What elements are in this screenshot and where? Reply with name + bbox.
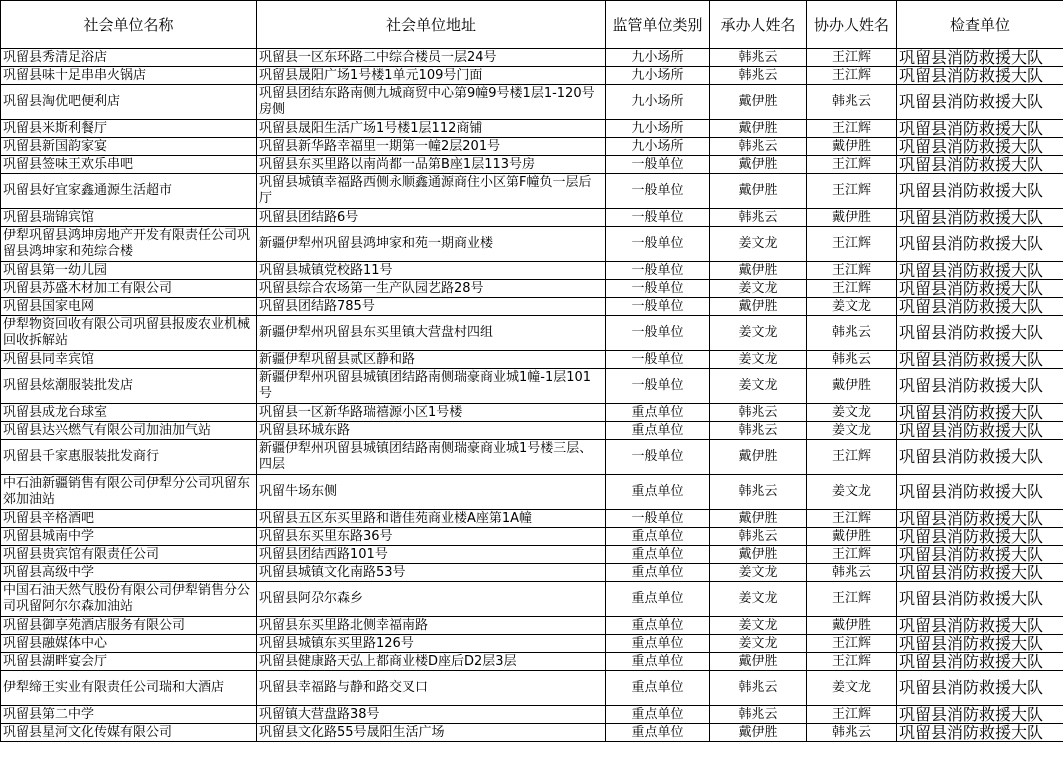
assistant-cell: 王江辉	[807, 546, 897, 564]
category-cell: 一般单位	[606, 369, 710, 404]
inspection-unit-cell: 巩留县消防救援大队	[897, 156, 1063, 174]
category-cell: 重点单位	[606, 475, 710, 510]
assistant-cell: 韩兆云	[807, 564, 897, 582]
unit-name-cell: 巩留县御享苑酒店服务有限公司	[1, 617, 257, 635]
inspection-unit-cell: 巩留县消防救援大队	[897, 49, 1063, 67]
unit-name-cell: 巩留县融媒体中心	[1, 635, 257, 653]
category-cell: 一般单位	[606, 280, 710, 298]
assistant-cell: 王江辉	[807, 156, 897, 174]
header-inspection-unit: 检查单位	[897, 1, 1063, 49]
handler-cell: 韩兆云	[710, 49, 807, 67]
unit-address-cell: 巩留县东买里东路36号	[257, 528, 606, 546]
table-row	[1, 706, 1063, 724]
handler-cell: 姜文龙	[710, 316, 807, 351]
table-row	[1, 510, 1063, 528]
unit-name-cell: 巩留县签味王欢乐串吧	[1, 156, 257, 174]
inspection-unit-cell: 巩留县消防救援大队	[897, 528, 1063, 546]
unit-address-cell: 巩留县文化路55号晟阳生活广场	[257, 724, 606, 742]
unit-address-cell: 巩留县团结西路101号	[257, 546, 606, 564]
handler-cell: 戴伊胜	[710, 174, 807, 209]
table-row	[1, 351, 1063, 369]
unit-name-cell: 伊犁物资回收有限公司巩留县报废农业机械回收拆解站	[1, 316, 257, 351]
table-row	[1, 49, 1063, 67]
handler-cell: 戴伊胜	[710, 653, 807, 671]
unit-address-cell: 新疆伊犁州巩留县鸿坤家和苑一期商业楼	[257, 227, 606, 262]
assistant-cell: 戴伊胜	[807, 617, 897, 635]
handler-cell: 姜文龙	[710, 351, 807, 369]
header-unit-name: 社会单位名称	[1, 1, 257, 49]
unit-address-cell: 巩留县晟阳生活广场1号楼1层112商铺	[257, 120, 606, 138]
handler-cell: 韩兆云	[710, 671, 807, 706]
inspection-unit-cell: 巩留县消防救援大队	[897, 422, 1063, 440]
unit-address-cell: 巩留县城镇文化南路53号	[257, 564, 606, 582]
unit-address-cell: 巩留县城镇党校路11号	[257, 262, 606, 280]
unit-address-cell: 巩留县团结东路南侧九城商贸中心第9幢9号楼1层1-120号房侧	[257, 85, 606, 120]
table-row	[1, 653, 1063, 671]
table-row	[1, 404, 1063, 422]
category-cell: 九小场所	[606, 67, 710, 85]
table-row	[1, 227, 1063, 262]
unit-name-cell: 巩留县第一幼儿园	[1, 262, 257, 280]
assistant-cell: 王江辉	[807, 227, 897, 262]
unit-address-cell: 巩留县东买里路北侧幸福南路	[257, 617, 606, 635]
table-row	[1, 209, 1063, 227]
assistant-cell: 王江辉	[807, 120, 897, 138]
table-row	[1, 120, 1063, 138]
unit-address-cell: 巩留县团结路6号	[257, 209, 606, 227]
unit-address-cell: 巩留镇大营盘路38号	[257, 706, 606, 724]
category-cell: 一般单位	[606, 156, 710, 174]
inspection-unit-cell: 巩留县消防救援大队	[897, 404, 1063, 422]
assistant-cell: 王江辉	[807, 174, 897, 209]
header-assistant: 协办人姓名	[807, 1, 897, 49]
assistant-cell: 王江辉	[807, 653, 897, 671]
category-cell: 一般单位	[606, 298, 710, 316]
category-cell: 一般单位	[606, 227, 710, 262]
inspection-unit-cell: 巩留县消防救援大队	[897, 635, 1063, 653]
handler-cell: 姜文龙	[710, 227, 807, 262]
unit-address-cell: 巩留县阿尕尔森乡	[257, 582, 606, 617]
handler-cell: 韩兆云	[710, 422, 807, 440]
handler-cell: 戴伊胜	[710, 120, 807, 138]
table-row	[1, 85, 1063, 120]
handler-cell: 韩兆云	[710, 404, 807, 422]
unit-address-cell: 巩留县一区新华路瑞禧源小区1号楼	[257, 404, 606, 422]
table-row	[1, 156, 1063, 174]
table-row	[1, 174, 1063, 209]
category-cell: 重点单位	[606, 671, 710, 706]
handler-cell: 韩兆云	[710, 528, 807, 546]
handler-cell: 姜文龙	[710, 635, 807, 653]
unit-name-cell: 巩留县国家电网	[1, 298, 257, 316]
table-row	[1, 635, 1063, 653]
unit-address-cell: 巩留县城镇东买里路126号	[257, 635, 606, 653]
unit-name-cell: 巩留县贵宾馆有限责任公司	[1, 546, 257, 564]
inspection-unit-cell: 巩留县消防救援大队	[897, 138, 1063, 156]
category-cell: 一般单位	[606, 262, 710, 280]
handler-cell: 韩兆云	[710, 67, 807, 85]
unit-name-cell: 巩留县第二中学	[1, 706, 257, 724]
category-cell: 重点单位	[606, 653, 710, 671]
inspection-unit-cell: 巩留县消防救援大队	[897, 440, 1063, 475]
assistant-cell: 王江辉	[807, 280, 897, 298]
inspection-unit-cell: 巩留县消防救援大队	[897, 653, 1063, 671]
assistant-cell: 戴伊胜	[807, 369, 897, 404]
assistant-cell: 姜文龙	[807, 671, 897, 706]
assistant-cell: 姜文龙	[807, 298, 897, 316]
unit-address-cell: 巩留县综合农场第一生产队园艺路28号	[257, 280, 606, 298]
assistant-cell: 王江辉	[807, 440, 897, 475]
table-row	[1, 440, 1063, 475]
header-handler: 承办人姓名	[710, 1, 807, 49]
handler-cell: 韩兆云	[710, 138, 807, 156]
unit-address-cell: 巩留县新华路幸福里一期第一幢2层201号	[257, 138, 606, 156]
category-cell: 重点单位	[606, 706, 710, 724]
inspection-unit-cell: 巩留县消防救援大队	[897, 174, 1063, 209]
inspection-unit-cell: 巩留县消防救援大队	[897, 671, 1063, 706]
unit-name-cell: 巩留县味十足串串火锅店	[1, 67, 257, 85]
unit-name-cell: 巩留县星河文化传媒有限公司	[1, 724, 257, 742]
table-row	[1, 582, 1063, 617]
unit-name-cell: 巩留县成龙台球室	[1, 404, 257, 422]
handler-cell: 戴伊胜	[710, 440, 807, 475]
category-cell: 一般单位	[606, 510, 710, 528]
handler-cell: 戴伊胜	[710, 298, 807, 316]
assistant-cell: 戴伊胜	[807, 138, 897, 156]
category-cell: 九小场所	[606, 120, 710, 138]
unit-name-cell: 巩留县达兴燃气有限公司加油加气站	[1, 422, 257, 440]
table-header-row	[1, 1, 1063, 49]
unit-name-cell: 巩留县城南中学	[1, 528, 257, 546]
unit-address-cell: 巩留县环城东路	[257, 422, 606, 440]
inspection-unit-cell: 巩留县消防救援大队	[897, 298, 1063, 316]
assistant-cell: 王江辉	[807, 582, 897, 617]
handler-cell: 戴伊胜	[710, 724, 807, 742]
table-row	[1, 546, 1063, 564]
unit-name-cell: 伊犁巩留县鸿坤房地产开发有限责任公司巩留县鸿坤家和苑综合楼	[1, 227, 257, 262]
table-row	[1, 528, 1063, 546]
category-cell: 九小场所	[606, 138, 710, 156]
inspection-unit-cell: 巩留县消防救援大队	[897, 120, 1063, 138]
unit-address-cell: 巩留县城镇幸福路西侧永顺鑫通源商住小区第F幢负一层后厅	[257, 174, 606, 209]
unit-name-cell: 巩留县好宜家鑫通源生活超市	[1, 174, 257, 209]
inspection-unit-cell: 巩留县消防救援大队	[897, 564, 1063, 582]
inspection-unit-cell: 巩留县消防救援大队	[897, 351, 1063, 369]
assistant-cell: 姜文龙	[807, 404, 897, 422]
handler-cell: 韩兆云	[710, 706, 807, 724]
assistant-cell: 姜文龙	[807, 475, 897, 510]
handler-cell: 戴伊胜	[710, 85, 807, 120]
assistant-cell: 王江辉	[807, 67, 897, 85]
handler-cell: 韩兆云	[710, 209, 807, 227]
unit-name-cell: 伊犁缔王实业有限责任公司瑞和大酒店	[1, 671, 257, 706]
inspection-unit-cell: 巩留县消防救援大队	[897, 582, 1063, 617]
unit-name-cell: 中国石油天然气股份有限公司伊犁销售分公司巩留阿尔尔森加油站	[1, 582, 257, 617]
inspection-unit-cell: 巩留县消防救援大队	[897, 617, 1063, 635]
unit-address-cell: 巩留牛场东侧	[257, 475, 606, 510]
inspection-unit-cell: 巩留县消防救援大队	[897, 227, 1063, 262]
category-cell: 一般单位	[606, 351, 710, 369]
inspection-unit-cell: 巩留县消防救援大队	[897, 209, 1063, 227]
table-row	[1, 67, 1063, 85]
table-row	[1, 369, 1063, 404]
unit-name-cell: 巩留县高级中学	[1, 564, 257, 582]
handler-cell: 韩兆云	[710, 475, 807, 510]
category-cell: 重点单位	[606, 546, 710, 564]
table-row	[1, 617, 1063, 635]
unit-name-cell: 中石油新疆销售有限公司伊犁分公司巩留东郊加油站	[1, 475, 257, 510]
inspection-unit-cell: 巩留县消防救援大队	[897, 546, 1063, 564]
inspection-unit-cell: 巩留县消防救援大队	[897, 369, 1063, 404]
assistant-cell: 王江辉	[807, 706, 897, 724]
category-cell: 一般单位	[606, 174, 710, 209]
unit-address-cell: 新疆伊犁巩留县贰区静和路	[257, 351, 606, 369]
table-row	[1, 724, 1063, 742]
table-row	[1, 671, 1063, 706]
table-row	[1, 138, 1063, 156]
assistant-cell: 王江辉	[807, 262, 897, 280]
unit-name-cell: 巩留县千家惠服装批发商行	[1, 440, 257, 475]
handler-cell: 戴伊胜	[710, 262, 807, 280]
category-cell: 一般单位	[606, 440, 710, 475]
table-row	[1, 298, 1063, 316]
unit-address-cell: 新疆伊犁州巩留县城镇团结路南侧瑞豪商业城1号楼三层、四层	[257, 440, 606, 475]
inspection-unit-cell: 巩留县消防救援大队	[897, 280, 1063, 298]
assistant-cell: 韩兆云	[807, 316, 897, 351]
category-cell: 重点单位	[606, 617, 710, 635]
table-body	[1, 49, 1063, 742]
unit-address-cell: 巩留县五区东买里路和谐佳苑商业楼A座第1A幢	[257, 510, 606, 528]
unit-address-cell: 巩留县健康路天弘上都商业楼D座后D2层3层	[257, 653, 606, 671]
unit-address-cell: 巩留县东买里路以南尚都一品第B座1层113号房	[257, 156, 606, 174]
handler-cell: 姜文龙	[710, 617, 807, 635]
assistant-cell: 戴伊胜	[807, 209, 897, 227]
category-cell: 重点单位	[606, 422, 710, 440]
category-cell: 重点单位	[606, 404, 710, 422]
inspection-unit-cell: 巩留县消防救援大队	[897, 706, 1063, 724]
inspection-unit-cell: 巩留县消防救援大队	[897, 475, 1063, 510]
inspection-unit-cell: 巩留县消防救援大队	[897, 510, 1063, 528]
handler-cell: 戴伊胜	[710, 546, 807, 564]
unit-name-cell: 巩留县湖畔宴会厅	[1, 653, 257, 671]
category-cell: 重点单位	[606, 582, 710, 617]
category-cell: 一般单位	[606, 209, 710, 227]
table-row	[1, 262, 1063, 280]
assistant-cell: 王江辉	[807, 635, 897, 653]
unit-address-cell: 巩留县一区东环路二中综合楼员一层24号	[257, 49, 606, 67]
table-row	[1, 475, 1063, 510]
unit-name-cell: 巩留县瑞锦宾馆	[1, 209, 257, 227]
assistant-cell: 韩兆云	[807, 724, 897, 742]
unit-address-cell: 巩留县团结路785号	[257, 298, 606, 316]
unit-address-cell: 巩留县晟阳广场1号楼1单元109号门面	[257, 67, 606, 85]
header-unit-address: 社会单位地址	[257, 1, 606, 49]
category-cell: 九小场所	[606, 49, 710, 67]
assistant-cell: 王江辉	[807, 49, 897, 67]
unit-name-cell: 巩留县辛格酒吧	[1, 510, 257, 528]
handler-cell: 姜文龙	[710, 564, 807, 582]
handler-cell: 戴伊胜	[710, 156, 807, 174]
unit-name-cell: 巩留县苏盛木材加工有限公司	[1, 280, 257, 298]
assistant-cell: 王江辉	[807, 510, 897, 528]
unit-address-cell: 新疆伊犁州巩留县东买里镇大营盘村四组	[257, 316, 606, 351]
inspection-unit-cell: 巩留县消防救援大队	[897, 85, 1063, 120]
inspection-unit-cell: 巩留县消防救援大队	[897, 67, 1063, 85]
unit-name-cell: 巩留县米斯利餐厅	[1, 120, 257, 138]
category-cell: 重点单位	[606, 724, 710, 742]
unit-name-cell: 巩留县秀清足浴店	[1, 49, 257, 67]
table-row	[1, 280, 1063, 298]
inspection-unit-cell: 巩留县消防救援大队	[897, 724, 1063, 742]
unit-name-cell: 巩留县炫潮服装批发店	[1, 369, 257, 404]
table-row	[1, 316, 1063, 351]
assistant-cell: 韩兆云	[807, 85, 897, 120]
handler-cell: 戴伊胜	[710, 510, 807, 528]
header-category: 监管单位类别	[606, 1, 710, 49]
unit-name-cell: 巩留县淘优吧便利店	[1, 85, 257, 120]
unit-name-cell: 巩留县新国韵家宴	[1, 138, 257, 156]
category-cell: 一般单位	[606, 316, 710, 351]
inspection-unit-cell: 巩留县消防救援大队	[897, 316, 1063, 351]
category-cell: 重点单位	[606, 564, 710, 582]
assistant-cell: 韩兆云	[807, 351, 897, 369]
unit-name-cell: 巩留县同幸宾馆	[1, 351, 257, 369]
table-row	[1, 422, 1063, 440]
unit-address-cell: 新疆伊犁州巩留县城镇团结路南侧瑞豪商业城1幢-1层101号	[257, 369, 606, 404]
handler-cell: 姜文龙	[710, 369, 807, 404]
table-row	[1, 564, 1063, 582]
category-cell: 九小场所	[606, 85, 710, 120]
category-cell: 重点单位	[606, 528, 710, 546]
assistant-cell: 姜文龙	[807, 422, 897, 440]
category-cell: 重点单位	[606, 635, 710, 653]
unit-address-cell: 巩留县幸福路与静和路交叉口	[257, 671, 606, 706]
inspection-unit-cell: 巩留县消防救援大队	[897, 262, 1063, 280]
handler-cell: 姜文龙	[710, 582, 807, 617]
assistant-cell: 戴伊胜	[807, 528, 897, 546]
handler-cell: 姜文龙	[710, 280, 807, 298]
